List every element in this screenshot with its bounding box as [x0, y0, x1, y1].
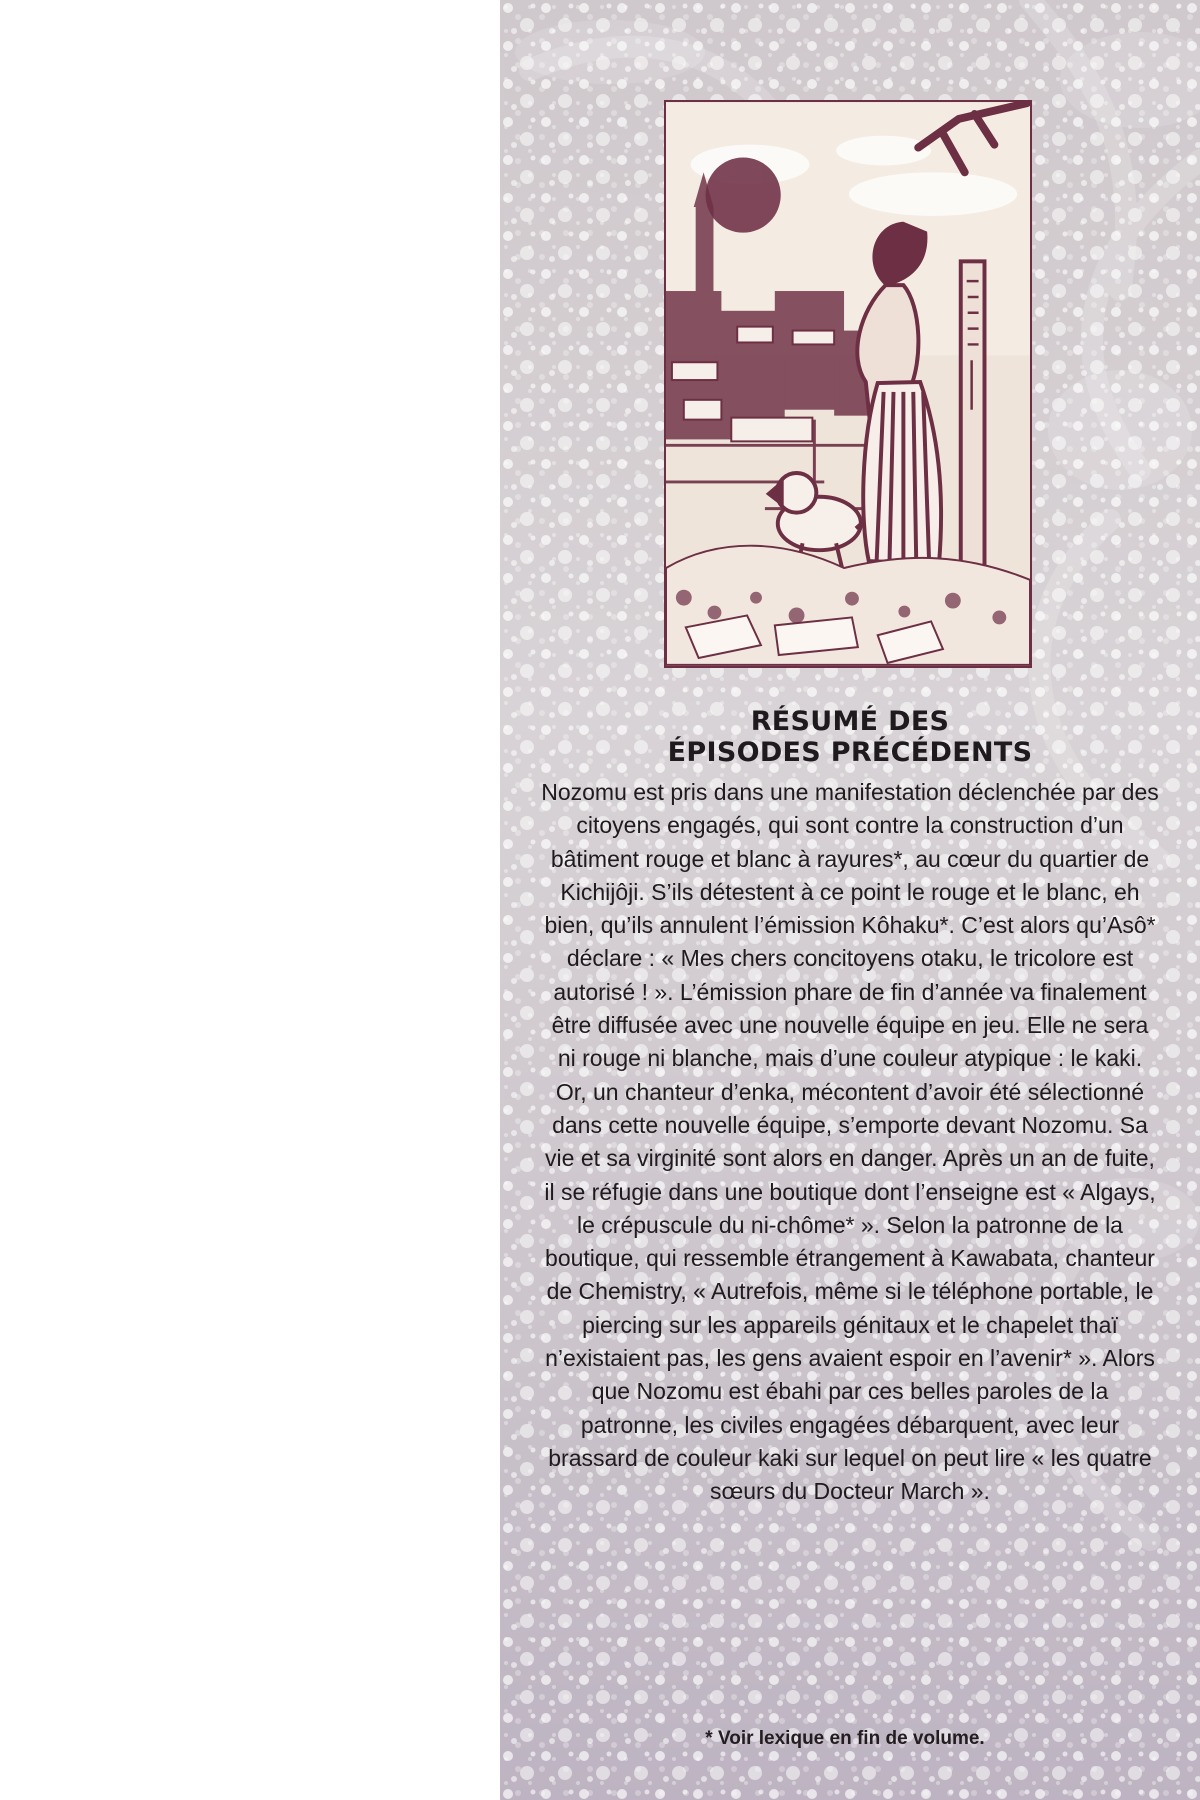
summary-title-line-2: ÉPISODES PRÉCÉDENTS	[667, 737, 1033, 768]
summary-title-line-1: RÉSUMÉ DES	[750, 706, 950, 737]
sun-icon	[706, 157, 781, 232]
summary-body-text: Nozomu est pris dans une manifestation déclenchée par des citoyens engagés, qui sont contre la construction d’un bâtiment rouge et blanc à rayures*, au cœur du quartier de Kichijôji. S’ils détestent à ce point le rouge et le blanc, eh bien, qu’ils annulent l’émission Kôhaku*. C’est alors qu’Asô* déclare : « Mes chers concitoyens otaku, le tricolore est autorisé ! ». L’émission phare de fin d’année va finalement être diffusée avec une nouvelle équipe en jeu. Elle ne sera ni rouge ni blanche, mais d’une couleur atypique : le kaki. Or, un chanteur d’enka, mécontent d’avoir été sélectionné dans cette nouvelle équipe, s’emporte devant Nozomu. Sa vie et sa virginité sont alors en danger. Après un an de fuite, il se réfugie dans une boutique dont l’enseigne est « Algays, le crépuscule du ni-chôme* ». Selon la patronne de la boutique, qui ressemble étrangement à Kawabata, chanteur de Chemistry, « Autrefois, même si le téléphone portable, le piercing sur les appareils génitaux et le chapelet thaï n’existaient pas, les gens avaient espoir en l’avenir* ». Alors que Nozomu est ébahi par ces belles paroles de la patronne, les civiles engagées débarquent, avec leur brassard de couleur kaki sur lequel on peut lire « les quatre sœurs du Docteur March ».	[541, 779, 1159, 1505]
footnote: * Voir lexique en fin de volume.	[705, 1728, 985, 1749]
summary-panel	[500, 0, 1200, 1800]
city-and-character-drawing	[666, 102, 1030, 666]
cover-illustration	[664, 100, 1032, 668]
episodes-summary	[540, 706, 1160, 1509]
summary-title	[540, 706, 1160, 768]
blank-left-margin	[0, 0, 500, 1800]
